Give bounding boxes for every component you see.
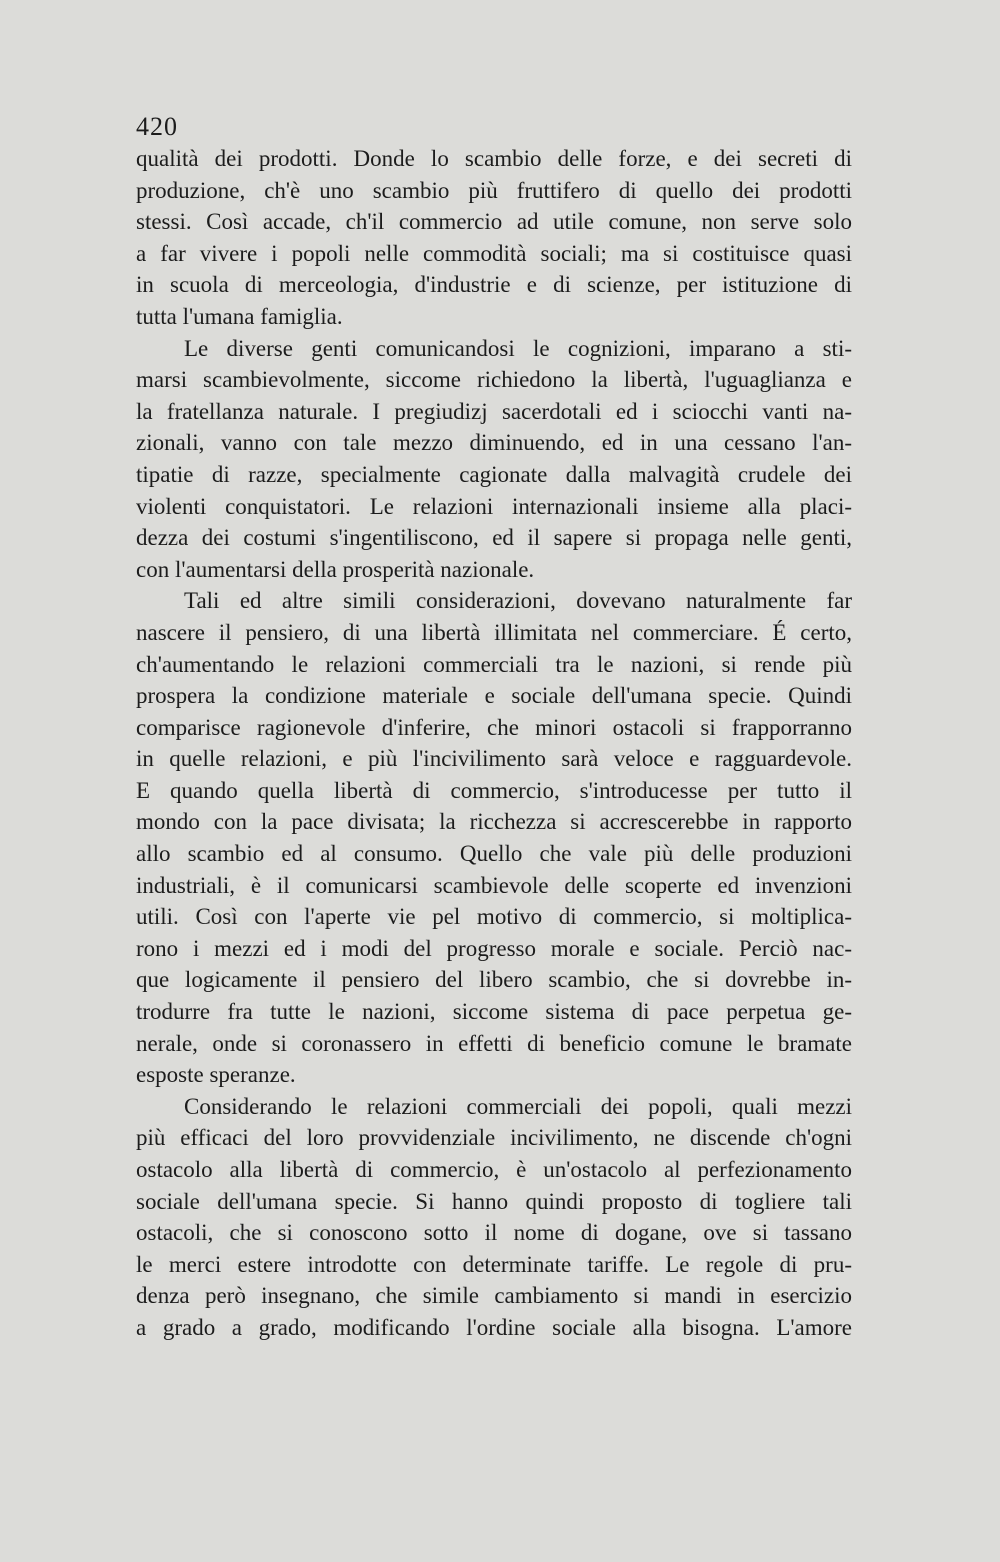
- text-line: nascere il pensiero, di una libertà illimitata nel commerciare. É certo,: [136, 619, 852, 645]
- text-line: in quelle relazioni, e più l'incivilimento sarà veloce e ragguardevole.: [136, 746, 852, 772]
- text-line: prospera la condizione materiale e sociale dell'umana specie. Quindi: [136, 683, 852, 709]
- text-line: utili. Così con l'aperte vie pel motivo di commercio, si moltiplica-: [136, 904, 852, 930]
- text-line: mondo con la pace divisata; la ricchezza si accrescerebbe in rapporto: [136, 809, 852, 835]
- text-line: violenti conquistatori. Le relazioni internazionali insieme alla placi-: [136, 493, 852, 519]
- text-line: la fratellanza naturale. I pregiudizj sacerdotali ed i sciocchi vanti na-: [136, 398, 852, 424]
- text-line: E quando quella libertà di commercio, s'introducesse per tutto il: [136, 777, 852, 803]
- text-line: comparisce ragionevole d'inferire, che minori ostacoli si frapporranno: [136, 714, 852, 740]
- text-line: que logicamente il pensiero del libero scambio, che si dovrebbe in-: [136, 967, 852, 993]
- text-line: ostacolo alla libertà di commercio, è un'ostacolo al perfezionamento: [136, 1157, 852, 1182]
- text-line: allo scambio ed al consumo. Quello che vale più delle produzioni: [136, 841, 852, 867]
- text-line: tipatie di razze, specialmente cagionate dalla malvagità crudele dei: [136, 461, 852, 487]
- text-line: tutta l'umana famiglia.: [136, 303, 343, 329]
- text-line: Tali ed altre simili considerazioni, dovevano naturalmente far: [184, 588, 852, 614]
- text-line: ostacoli, che si conoscono sotto il nome di dogane, ove si tassano: [136, 1220, 852, 1246]
- text-line: produzione, ch'è uno scambio più fruttifero di quello dei prodotti: [136, 177, 852, 203]
- text-line: trodurre fra tutte le nazioni, siccome sistema di pace perpetua ge-: [136, 999, 852, 1025]
- text-line: Considerando le relazioni commerciali dei popoli, quali mezzi: [184, 1093, 852, 1119]
- text-line: zionali, vanno con tale mezzo diminuendo, ed in una cessano l'an-: [136, 430, 852, 456]
- text-line: dezza dei costumi s'ingentiliscono, ed il sapere si propaga nelle genti,: [136, 525, 852, 551]
- text-line: ch'aumentando le relazioni commerciali tra le nazioni, si rende più: [136, 651, 852, 677]
- text-line: più efficaci del loro provvidenziale incivilimento, ne discende ch'ogni: [136, 1125, 852, 1151]
- text-line: con l'aumentarsi della prosperità nazionale.: [136, 556, 535, 582]
- text-line: esposte speranze.: [136, 1062, 296, 1088]
- body-text: [136, 143, 852, 1344]
- text-line: industriali, è il comunicarsi scambievole delle scoperte ed invenzioni: [136, 872, 852, 898]
- page-number: 420: [136, 112, 178, 141]
- text-line: Le diverse genti comunicandosi le cognizioni, imparano a sti-: [184, 335, 852, 361]
- text-line: nerale, onde si coronassero in effetti di beneficio comune le bramate: [136, 1030, 852, 1056]
- text-line: denza però insegnano, che simile cambiamento si mandi in esercizio: [136, 1283, 852, 1309]
- text-line: a far vivere i popoli nelle commodità sociali; ma si costituisce quasi: [136, 240, 852, 266]
- text-line: qualità dei prodotti. Donde lo scambio delle forze, e dei secreti di: [136, 146, 852, 171]
- text-line: in scuola di merceologia, d'industrie e di scienze, per istituzione di: [136, 272, 852, 298]
- text-line: le merci estere introdotte con determinate tariffe. Le regole di pru-: [136, 1251, 852, 1277]
- text-line: rono i mezzi ed i modi del progresso morale e sociale. Perciò nac-: [136, 935, 852, 961]
- text-line: marsi scambievolmente, siccome richiedono la libertà, l'uguaglianza e: [136, 367, 852, 393]
- text-line: sociale dell'umana specie. Si hanno quindi proposto di togliere tali: [136, 1188, 852, 1214]
- text-line: a grado a grado, modificando l'ordine sociale alla bisogna. L'amore: [136, 1314, 852, 1340]
- text-line: stessi. Così accade, ch'il commercio ad utile comune, non serve solo: [136, 209, 852, 235]
